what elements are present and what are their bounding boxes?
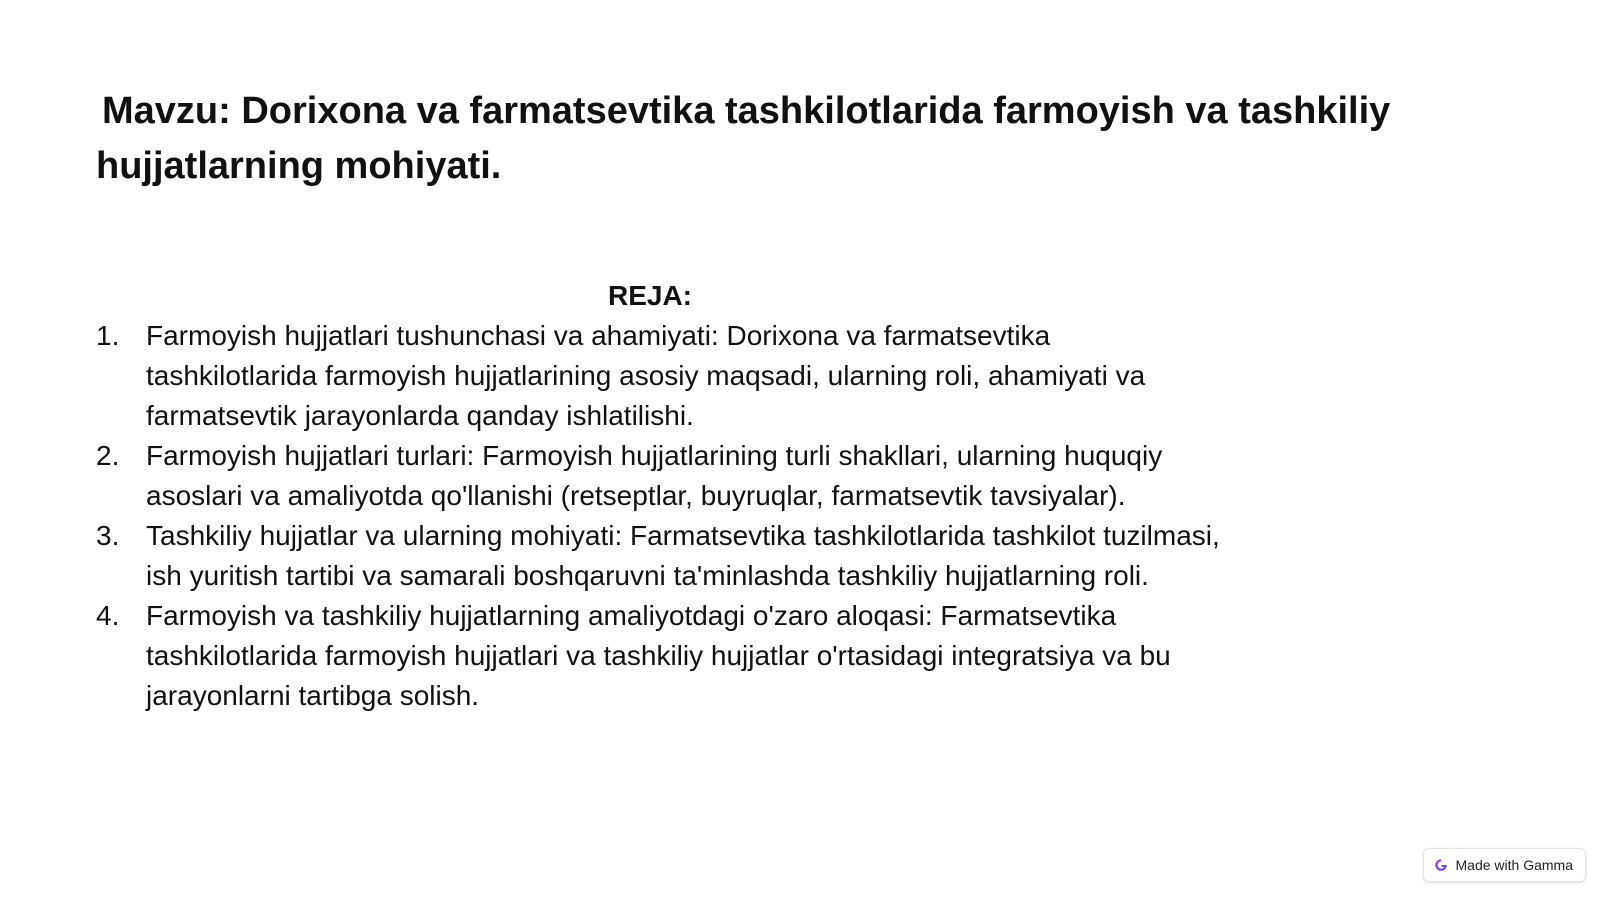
made-with-gamma-badge[interactable] (1423, 848, 1586, 882)
list-item-number: 3. (96, 520, 120, 551)
list-item-text: Farmoyish hujjatlari tushunchasi va ahamiyati: Dorixona va farmatsevtika tashkilotlarida farmoyish hujjatlarining asosiy maqsadi, ularning roli, ahamiyati va farmatsevtik jarayonlarda qanday ishlatilishi. (146, 320, 1146, 431)
list-item (96, 436, 1226, 516)
list-item-text: Farmoyish hujjatlari turlari: Farmoyish hujjatlarining turli shakllari, ularning huquqiy asoslari va amaliyotda qo'llanishi (retseptlar, buyruqlar, farmatsevtik tavsiyalar). (146, 440, 1163, 511)
list-item-number: 2. (96, 440, 120, 471)
list-item (96, 516, 1226, 596)
slide-title-line-2: hujjatlarning mohiyati. (96, 145, 502, 187)
plan-list (96, 316, 1226, 716)
plan-heading: REJA: (607, 280, 692, 311)
list-item (96, 596, 1226, 716)
list-item-number: 1. (96, 320, 120, 351)
slide-title (96, 84, 1516, 194)
gamma-logo-icon (1434, 858, 1448, 872)
list-item-text: Tashkiliy hujjatlar va ularning mohiyati: Farmatsevtika tashkilotlarida tashkilot tuzilmasi, ish yuritish tartibi va samarali boshqaruvni ta'minlashda tashkiliy hujjatlarning roli. (146, 520, 1220, 591)
list-item-number: 4. (96, 600, 120, 631)
slide-title-line-1: Mavzu: Dorixona va farmatsevtika tashkilotlarida farmoyish va tashkiliy (102, 90, 1391, 132)
badge-label: Made with Gamma (1455, 857, 1573, 873)
list-item-text: Farmoyish va tashkiliy hujjatlarning amaliyotdagi o'zaro aloqasi: Farmatsevtika tashkilotlarida farmoyish hujjatlari va tashkiliy hujjatlar o'rtasidagi integratsiya va bu jarayonlarni tartibga solish. (146, 600, 1171, 711)
list-item (96, 316, 1226, 436)
